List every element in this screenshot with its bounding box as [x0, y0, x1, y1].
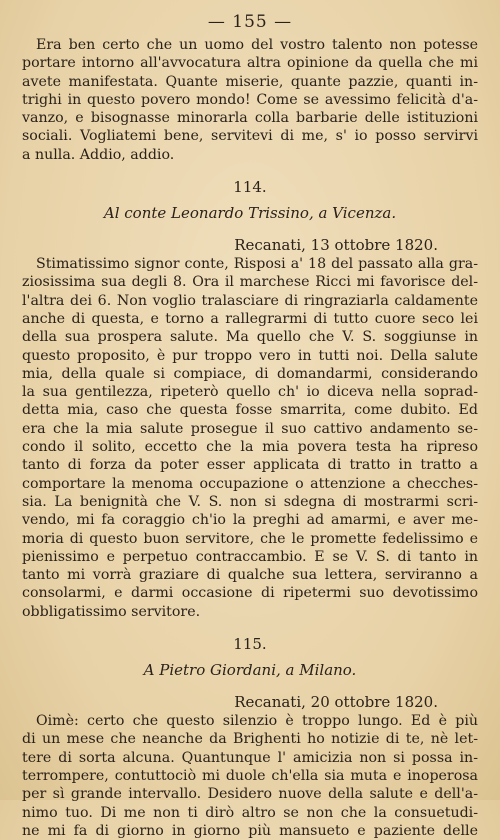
- text-line: della sua prospera salute. Ma quello che V. S. soggiunse in: [22, 329, 478, 346]
- text-line: detta mia, caso che questa fosse smarrita, come dubito. Ed: [22, 402, 478, 419]
- text-line: nimo tuo. Di me non ti dirò altro se non che la consuetudi-: [22, 804, 478, 821]
- text-line: ziosissima sua degli 8. Ora il marchese Ricci mi favorisce del-: [22, 274, 478, 291]
- text-line: avete manifestata. Quante miserie, quante pazzie, quanti in-: [22, 73, 478, 90]
- text-line: condo il solito, eccetto che la mia povera testa ha ripreso: [22, 439, 478, 456]
- letter-body: [22, 255, 478, 621]
- text-line: comportare la menoma occupazione o attenzione a checches-: [22, 475, 478, 492]
- text-line: Stimatissimo signor conte, Risposi a' 18 del passato alla gra-: [36, 256, 478, 273]
- text-line: di un mese che neanche da Brighenti ho notizie di te, nè let-: [22, 731, 478, 748]
- text-line: tanto di forza da poter esser applicata di tratto in tratto a: [22, 457, 478, 474]
- text-line: Era ben certo che un uomo del vostro talento non potesse: [36, 37, 478, 53]
- letter-number: 114.: [233, 178, 267, 197]
- text-line: consolarmi, e darmi occasione di ripetermi suo devotissimo: [22, 585, 478, 602]
- text-line: moria di questo buon servitore, che le promette fedelissimo e: [22, 530, 478, 547]
- text-line: sia. La benignità che V. S. non si sdegna di mostrarmi scri-: [22, 493, 478, 510]
- text-line: tere di sorta alcuna. Quantunque l' amicizia non si possa in-: [22, 749, 478, 766]
- text-line: obbligatissimo servitore.: [22, 603, 201, 620]
- page-number-header: — 155 —: [207, 12, 293, 32]
- text-line: mia, della quale si compiace, di domandarmi, considerando: [22, 365, 478, 382]
- text-line: a nulla. Addio, addio.: [22, 146, 175, 163]
- text-line: per sì grande intervallo. Desidero nuove della salute e dell'a-: [22, 786, 478, 803]
- text-line: la sua gentilezza, ripeterò quello ch' io diceva nella soprad-: [22, 384, 478, 401]
- text-line: portare intorno all'avvocatura altra opinione da quella che mi: [22, 55, 478, 72]
- text-line: ne mi fa di giorno in giorno più mansueto e paziente delle: [22, 822, 478, 839]
- letter-addressee: Al conte Leonardo Trissino, a Vicenza.: [103, 204, 397, 223]
- letter-dateline: Recanati, 20 ottobre 1820.: [234, 693, 438, 712]
- text-line: tanto mi vorrà graziare di qualche sua lettera, serviranno a: [22, 567, 478, 584]
- text-line: era che la mia salute prosegue il suo cattivo andamento se-: [22, 420, 478, 437]
- letter-dateline: Recanati, 13 ottobre 1820.: [234, 236, 438, 255]
- text-line: sociali. Vogliatemi bene, servitevi di me, s' io posso servirvi: [22, 128, 478, 145]
- text-line: pienissimo e perpetuo contraccambio. E se V. S. di tanto in: [22, 548, 478, 565]
- letter-number: 115.: [233, 635, 267, 654]
- text-line: terrompere, contuttociò mi duole ch'ella sia muta e inoperosa: [22, 767, 478, 784]
- text-line: vanzo, e bisognasse minorarla colla barbarie delle istituzioni: [22, 110, 478, 127]
- intro-paragraph: [22, 36, 478, 164]
- text-line: anche di questa, e torno a rallegrarmi di tutto cuore seco lei: [22, 310, 478, 327]
- letter-addressee: A Pietro Giordani, a Milano.: [143, 661, 357, 680]
- text-line: questo proposito, è pur troppo vero in tutti noi. Della salute: [22, 347, 478, 364]
- text-line: vendo, mi fa coraggio ch'io la preghi ad amarmi, e aver me-: [22, 512, 478, 529]
- letter-body: [22, 712, 478, 840]
- text-line: trighi in questo povero mondo! Come se avessimo felicità d'a-: [22, 91, 478, 108]
- text-line: l'altra dei 6. Non voglio tralasciare di ringraziarla caldamente: [22, 292, 478, 309]
- text-line: Oimè: certo che questo silenzio è troppo lungo. Ed è più: [36, 713, 478, 730]
